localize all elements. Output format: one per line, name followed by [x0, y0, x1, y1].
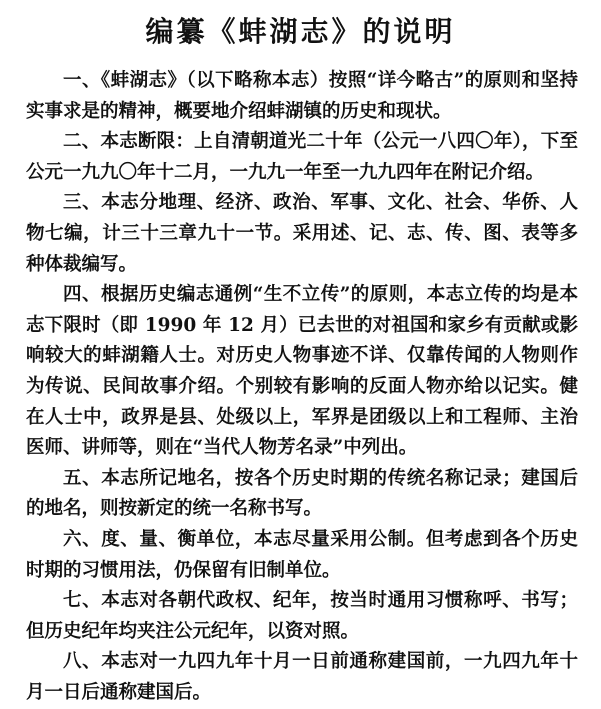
document-title: 编纂《蚌湖志》的说明 [145, 15, 456, 48]
document-body [26, 66, 578, 708]
paragraph-2: 二、本志断限：上自清朝道光二十年（公元一八四〇年），下至公元一九九〇年十二月，一九九一年至一九九四年在附记介绍。 [26, 131, 578, 183]
paragraph-7: 七、本志对各朝代政权、纪年，按当时通用习惯称呼、书写；但历史纪年均夹注公元纪年，以资对照。 [26, 590, 578, 642]
paragraph-4: 四、根据历史编志通例“生不立传”的原则，本志立传的均是本志下限时（即 1990 年 12 月）已去世的对祖国和家乡有贡献或影响较大的蚌湖籍人士。对历史人物事迹不详、仅靠传闻的人物则作为传说、民间故事介绍。个别较有影响的反面人物亦给以记实。健在人士中，政界是县、处级以上，军界是团级以上和工程师、主治医师、讲师等，则在“当代人物芳名录”中列出。 [26, 284, 578, 459]
paragraph-5: 五、本志所记地名，按各个历史时期的传统名称记录；建国后的地名，则按新定的统一名称书写。 [26, 467, 578, 520]
paragraph-6: 六、度、量、衡单位，本志尽量采用公制。但考虑到各个历史时期的习惯用法，仍保留有旧制单位。 [26, 528, 578, 581]
paragraph-8: 八、本志对一九四九年十月一日前通称建国前，一九四九年十月一日后通称建国后。 [26, 651, 578, 703]
paragraph-1: 一、《蚌湖志》（以下略称本志）按照“详今略古”的原则和坚持实事求是的精神，概要地介绍蚌湖镇的历史和现状。 [26, 70, 578, 122]
paragraph-3: 三、本志分地理、经济、政治、军事、文化、社会、华侨、人物七编，计三十三章九十一节。采用述、记、志、传、图、表等多种体裁编写。 [26, 192, 578, 275]
